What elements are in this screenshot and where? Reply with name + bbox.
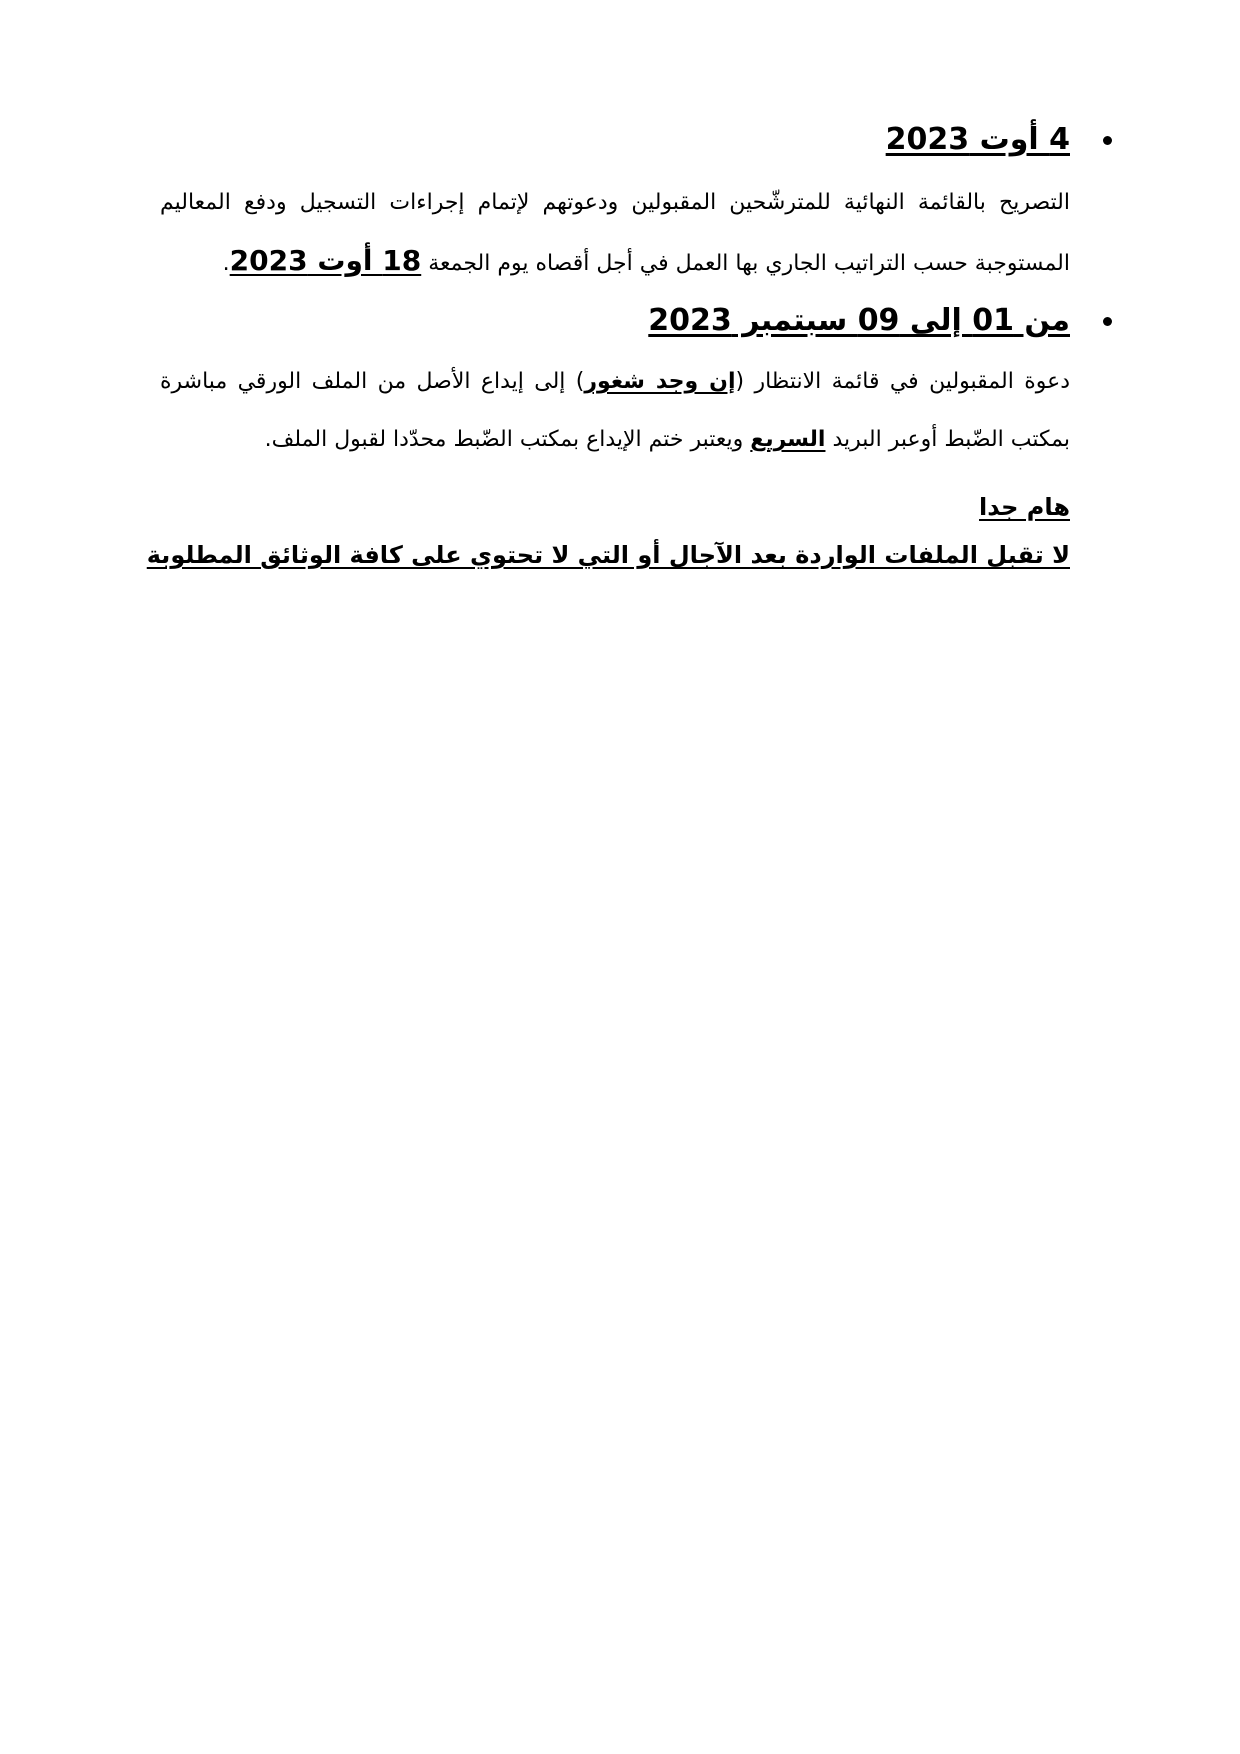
section-1-heading-text: 4 أوت 2023 [885, 122, 1070, 157]
bullet-icon [1103, 136, 1112, 145]
section-2-text-end: ويعتبر ختم الإيداع بمكتب الضّبط محدّدا لقبول الملف. [264, 427, 751, 452]
section-2-condition: إن وجد شغور [584, 369, 736, 394]
important-notice [146, 535, 1070, 575]
document-content [146, 118, 1071, 575]
section-2-heading-text: من 01 إلى 09 سبتمبر 2023 [648, 303, 1070, 338]
section-2-paragraph [160, 353, 1070, 469]
important-label [160, 487, 1070, 527]
section-1-deadline: 18 أوت 2023 [229, 244, 422, 277]
section-2-heading [160, 299, 1070, 343]
bullet-icon [1103, 317, 1112, 326]
section-1-heading [160, 118, 1070, 162]
section-2-express-mail: السريع [750, 427, 826, 452]
section-2-text-start: دعوة المقبولين في قائمة الانتظار ( [735, 369, 1071, 394]
section-1-text: التصريح بالقائمة النهائية للمترشّحين المقبولين ودعوتهم لإتمام إجراءات التسجيل ودفع المعاليم المستوجبة حسب التراتيب الجاري بها العمل في أجل أقصاه يوم الجمعة [160, 190, 1070, 276]
section-1-text-end: . [222, 251, 230, 276]
section-2-text-middle: ) إلى إيداع الأصل من الملف الورقي مباشرة بمكتب الضّبط أوعبر البريد [160, 369, 1070, 452]
important-label-text: هام جدا [979, 493, 1070, 521]
important-notice-text: لا تقبل الملفات الواردة بعد الآجال أو التي لا تحتوي على كافة الوثائق المطلوبة [146, 541, 1070, 569]
section-1-paragraph [160, 174, 1070, 293]
